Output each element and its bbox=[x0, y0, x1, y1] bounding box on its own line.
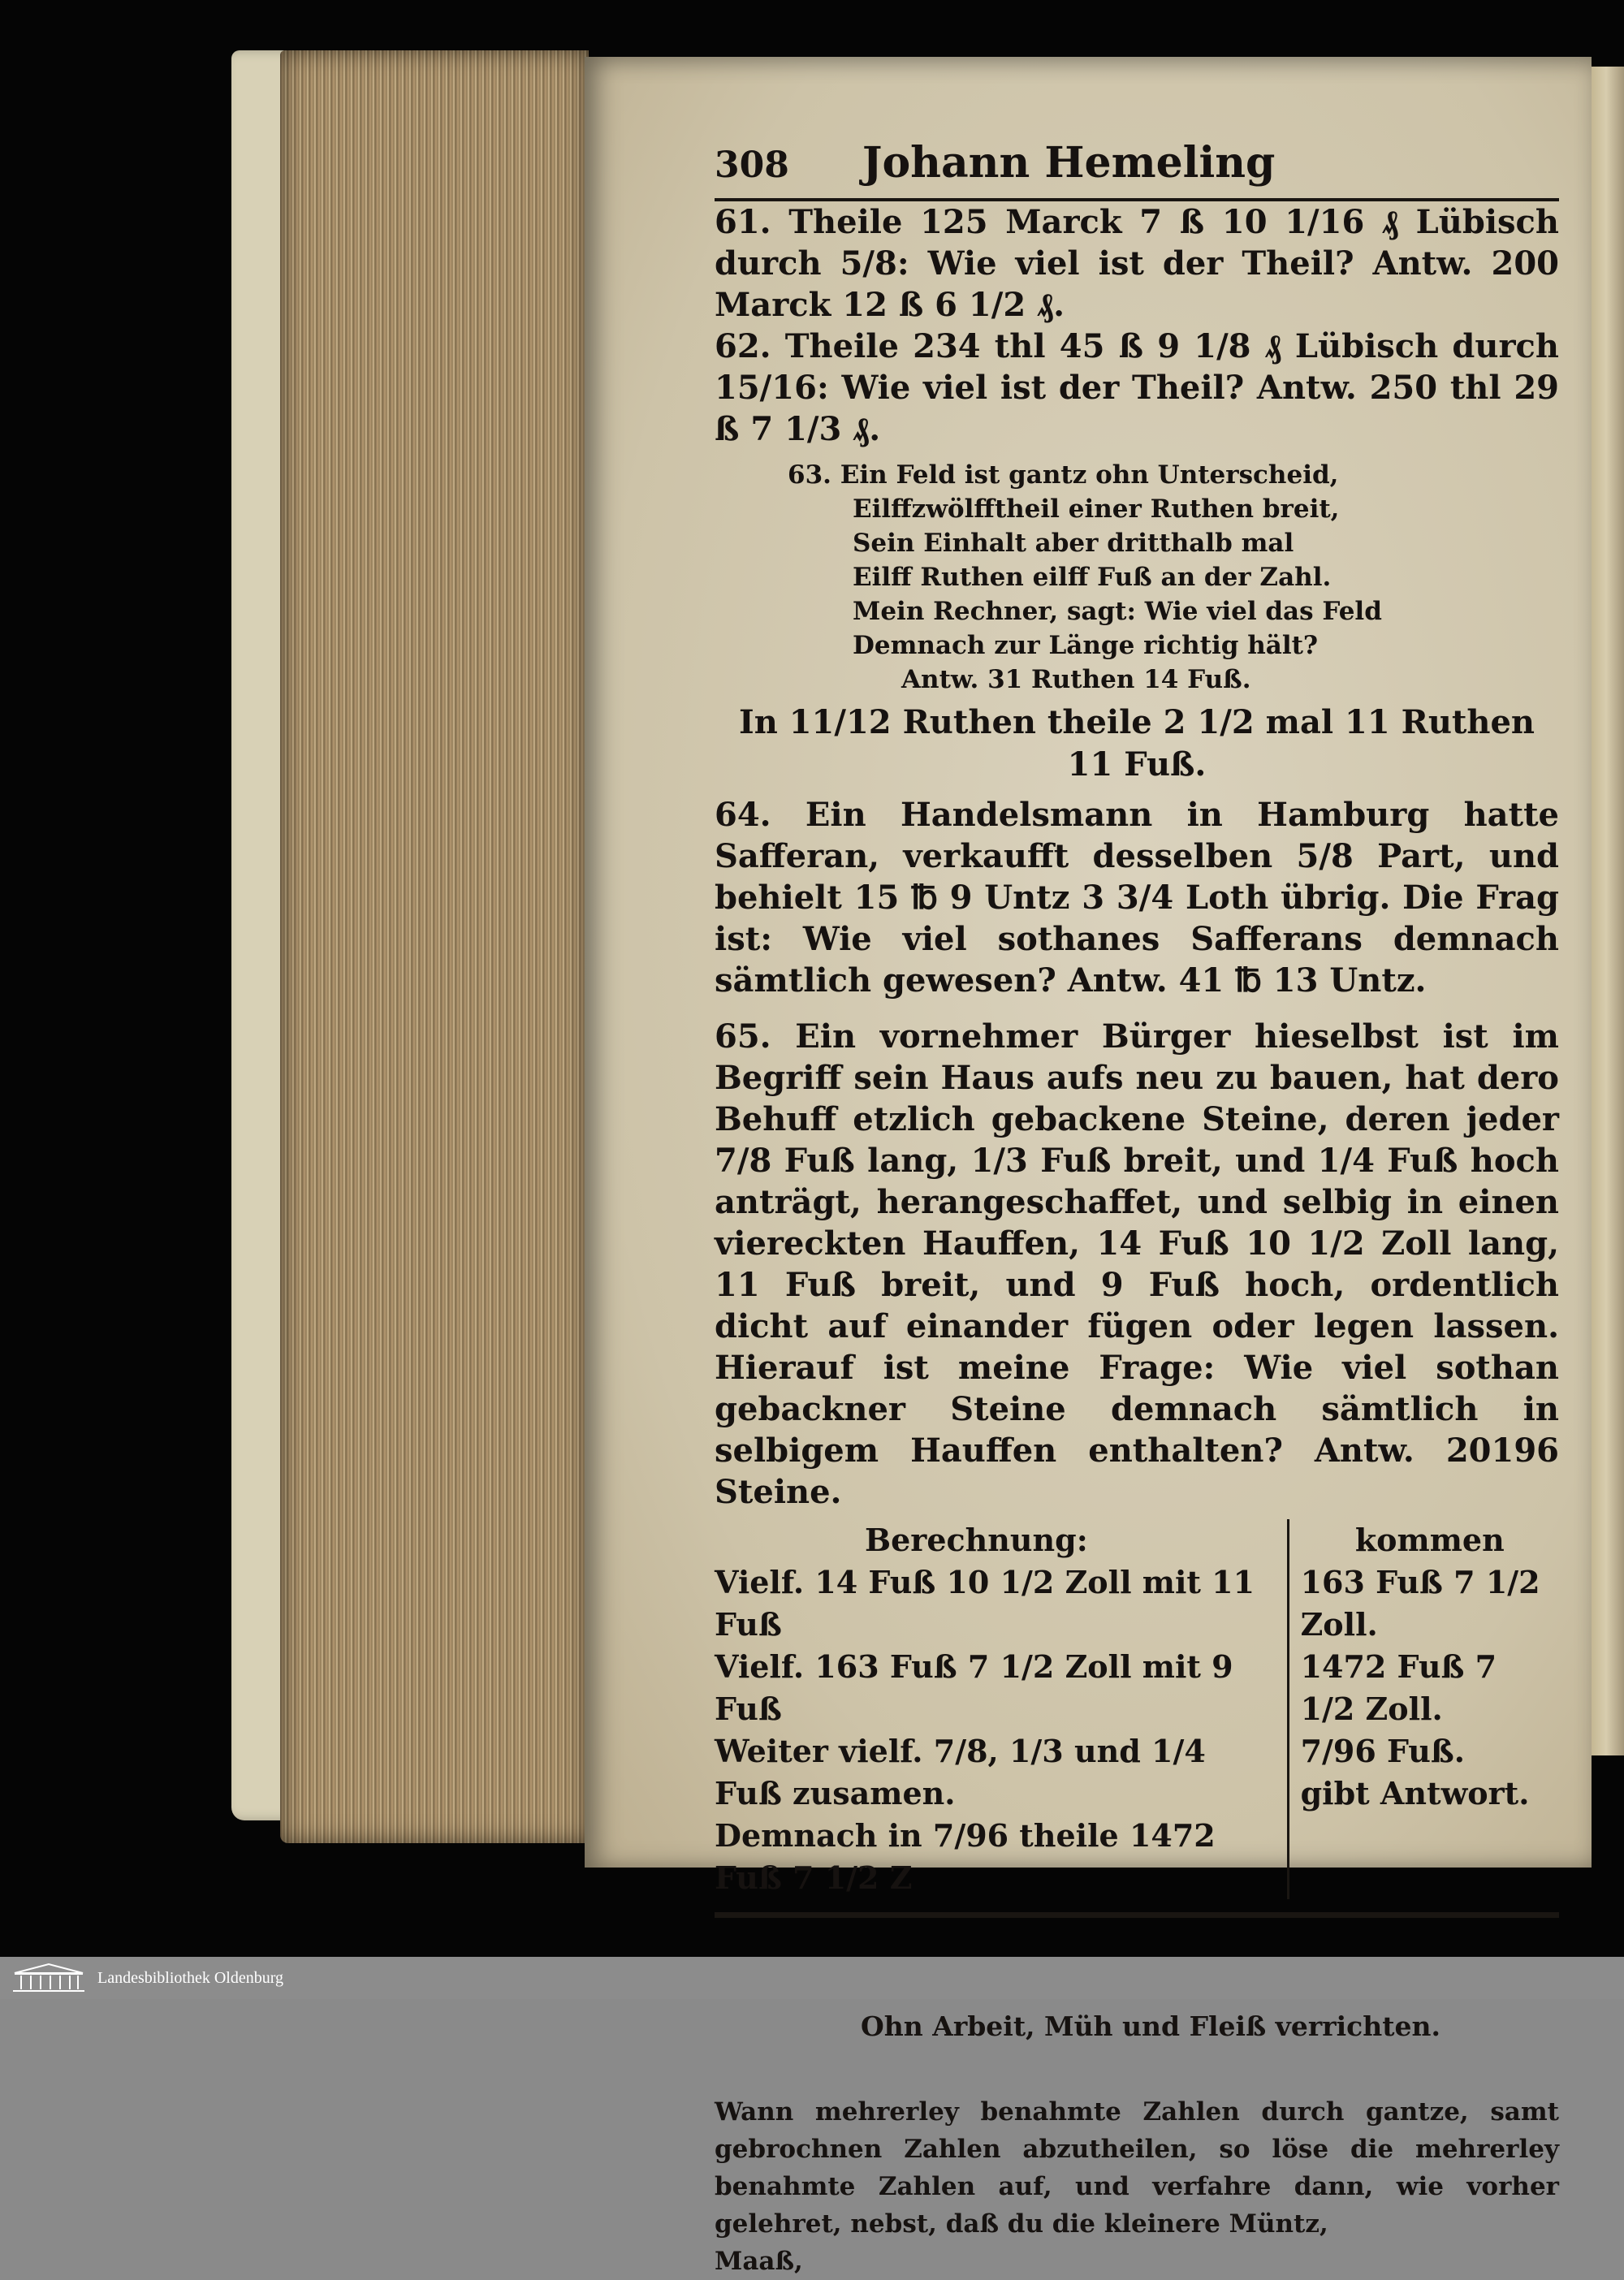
verse-line-3: Sein Einhalt aber dritthalb mal bbox=[853, 529, 1294, 558]
verse-line-1: Ein Feld ist gantz ohn Unterscheid, bbox=[840, 460, 1339, 490]
calc-result-4: gibt Antwort. bbox=[1300, 1775, 1530, 1811]
closing-text: Wann mehrerley benahmte Zahlen durch gantze, samt gebrochnen Zahlen abzutheilen, so löse die mehrerley benahmte Zahlen auf, und verfahre dann, wie vorher gelehret, nebst, daß du die kleinere Müntz, bbox=[715, 2097, 1559, 2239]
calc-row-3: Weiter vielf. 7/8, 1/3 und 1/4 Fuß zusamen. bbox=[715, 1733, 1206, 1811]
problem-64: 64. Ein Handelsmann in Hamburg hatte Safferan, verkaufft desselben 5/8 Part, und behielt 15 ℔ 9 Untz 3 3/4 Loth übrig. Die Frag ist: Wie viel sothanes Safferans demnach sämtlich gewesen? Antw. 41 ℔ 13 Untz. bbox=[715, 796, 1559, 1000]
running-title: Johann Hemeling bbox=[862, 138, 1276, 188]
calc-result-3: 7/96 Fuß. bbox=[1300, 1733, 1466, 1769]
problem-62: 62. Theile 234 thl 45 ß 9 1/8 ₰ Lübisch durch 15/16: Wie viel ist der Theil? Antw. 250 thl 29 ß 7 1/3 ₰. bbox=[715, 327, 1559, 448]
library-footer-bar bbox=[0, 1957, 1624, 1999]
problem-65: 65. Ein vornehmer Bürger hieselbst ist im Begriff sein Haus aufs neu zu bauen, hat dero Behuff etzlich gebackene Steine, deren jeder 7/8 Fuß lang, 1/3 Fuß breit, und 1/4 Fuß hoch anträgt, herangeschaffet, und selbig in einen viereckten Hauffen, 14 Fuß 10 1/2 Zoll lang, 11 Fuß breit, und 9 Fuß hoch, ordentlich dicht auf einander fügen oder legen lassen. Hierauf ist meine Frage: Wie viel sothan gebackner Steine demnach sämtlich in selbigem Hauffen enthalten? Antw. 20196 Steine. bbox=[715, 1017, 1559, 1511]
library-name: Landesbibliothek Oldenburg bbox=[97, 1968, 284, 1987]
calculation-header: Berechnung: bbox=[865, 1522, 1088, 1558]
problem-61: 61. Theile 125 Marck 7 ß 10 1/16 ₰ Lübisch durch 5/8: Wie viel ist der Theil? Antw. 200 Marck 12 ß 6 1/2 ₰. bbox=[715, 203, 1559, 324]
calc-row-4: Demnach in 7/96 theile 1472 Fuß 7 1/2 Z bbox=[715, 1817, 1216, 1896]
verse-line-5: Mein Rechner, sagt: Wie viel das Feld bbox=[853, 597, 1382, 626]
calc-result-2: 1472 Fuß 7 1/2 Zoll. bbox=[1300, 1648, 1497, 1727]
verse-answer: Antw. 31 Ruthen 14 Fuß. bbox=[901, 665, 1251, 694]
catchword: Maaß, bbox=[715, 2247, 803, 2276]
instruction-line: In 11/12 Ruthen theile 2 1/2 mal 11 Ruthen 11 Fuß. bbox=[738, 703, 1535, 784]
calculation-left bbox=[715, 1519, 1289, 1899]
calc-result-1: 163 Fuß 7 1/2 Zoll. bbox=[1300, 1564, 1540, 1643]
verse-problem-63 bbox=[788, 458, 1559, 697]
motto-line-2: Ohn Arbeit, Müh und Fleiß verrichten. bbox=[861, 2010, 1440, 2042]
calculation-right bbox=[1289, 1519, 1559, 1899]
library-building-icon bbox=[8, 1962, 89, 1994]
verse-line-2: Eilffzwölfftheil einer Ruthen breit, bbox=[853, 494, 1340, 524]
calc-row-2: Vielf. 163 Fuß 7 1/2 Zoll mit 9 Fuß bbox=[715, 1648, 1233, 1727]
calc-row-1: Vielf. 14 Fuß 10 1/2 Zoll mit 11 Fuß bbox=[715, 1564, 1255, 1643]
verse-number: 63. bbox=[788, 460, 831, 490]
result-header: kommen bbox=[1354, 1522, 1505, 1558]
closing-paragraph bbox=[715, 2093, 1559, 2280]
page-number: 308 bbox=[715, 145, 789, 186]
calculation-table bbox=[715, 1519, 1559, 1899]
running-header bbox=[715, 138, 1559, 198]
page-edges bbox=[280, 50, 589, 1843]
verse-line bbox=[788, 458, 1559, 492]
verse-line-6: Demnach zur Länge richtig hält? bbox=[853, 631, 1319, 660]
calculation-rule bbox=[715, 1912, 1559, 1918]
verse-line-4: Eilff Ruthen eilff Fuß an der Zahl. bbox=[853, 563, 1332, 592]
